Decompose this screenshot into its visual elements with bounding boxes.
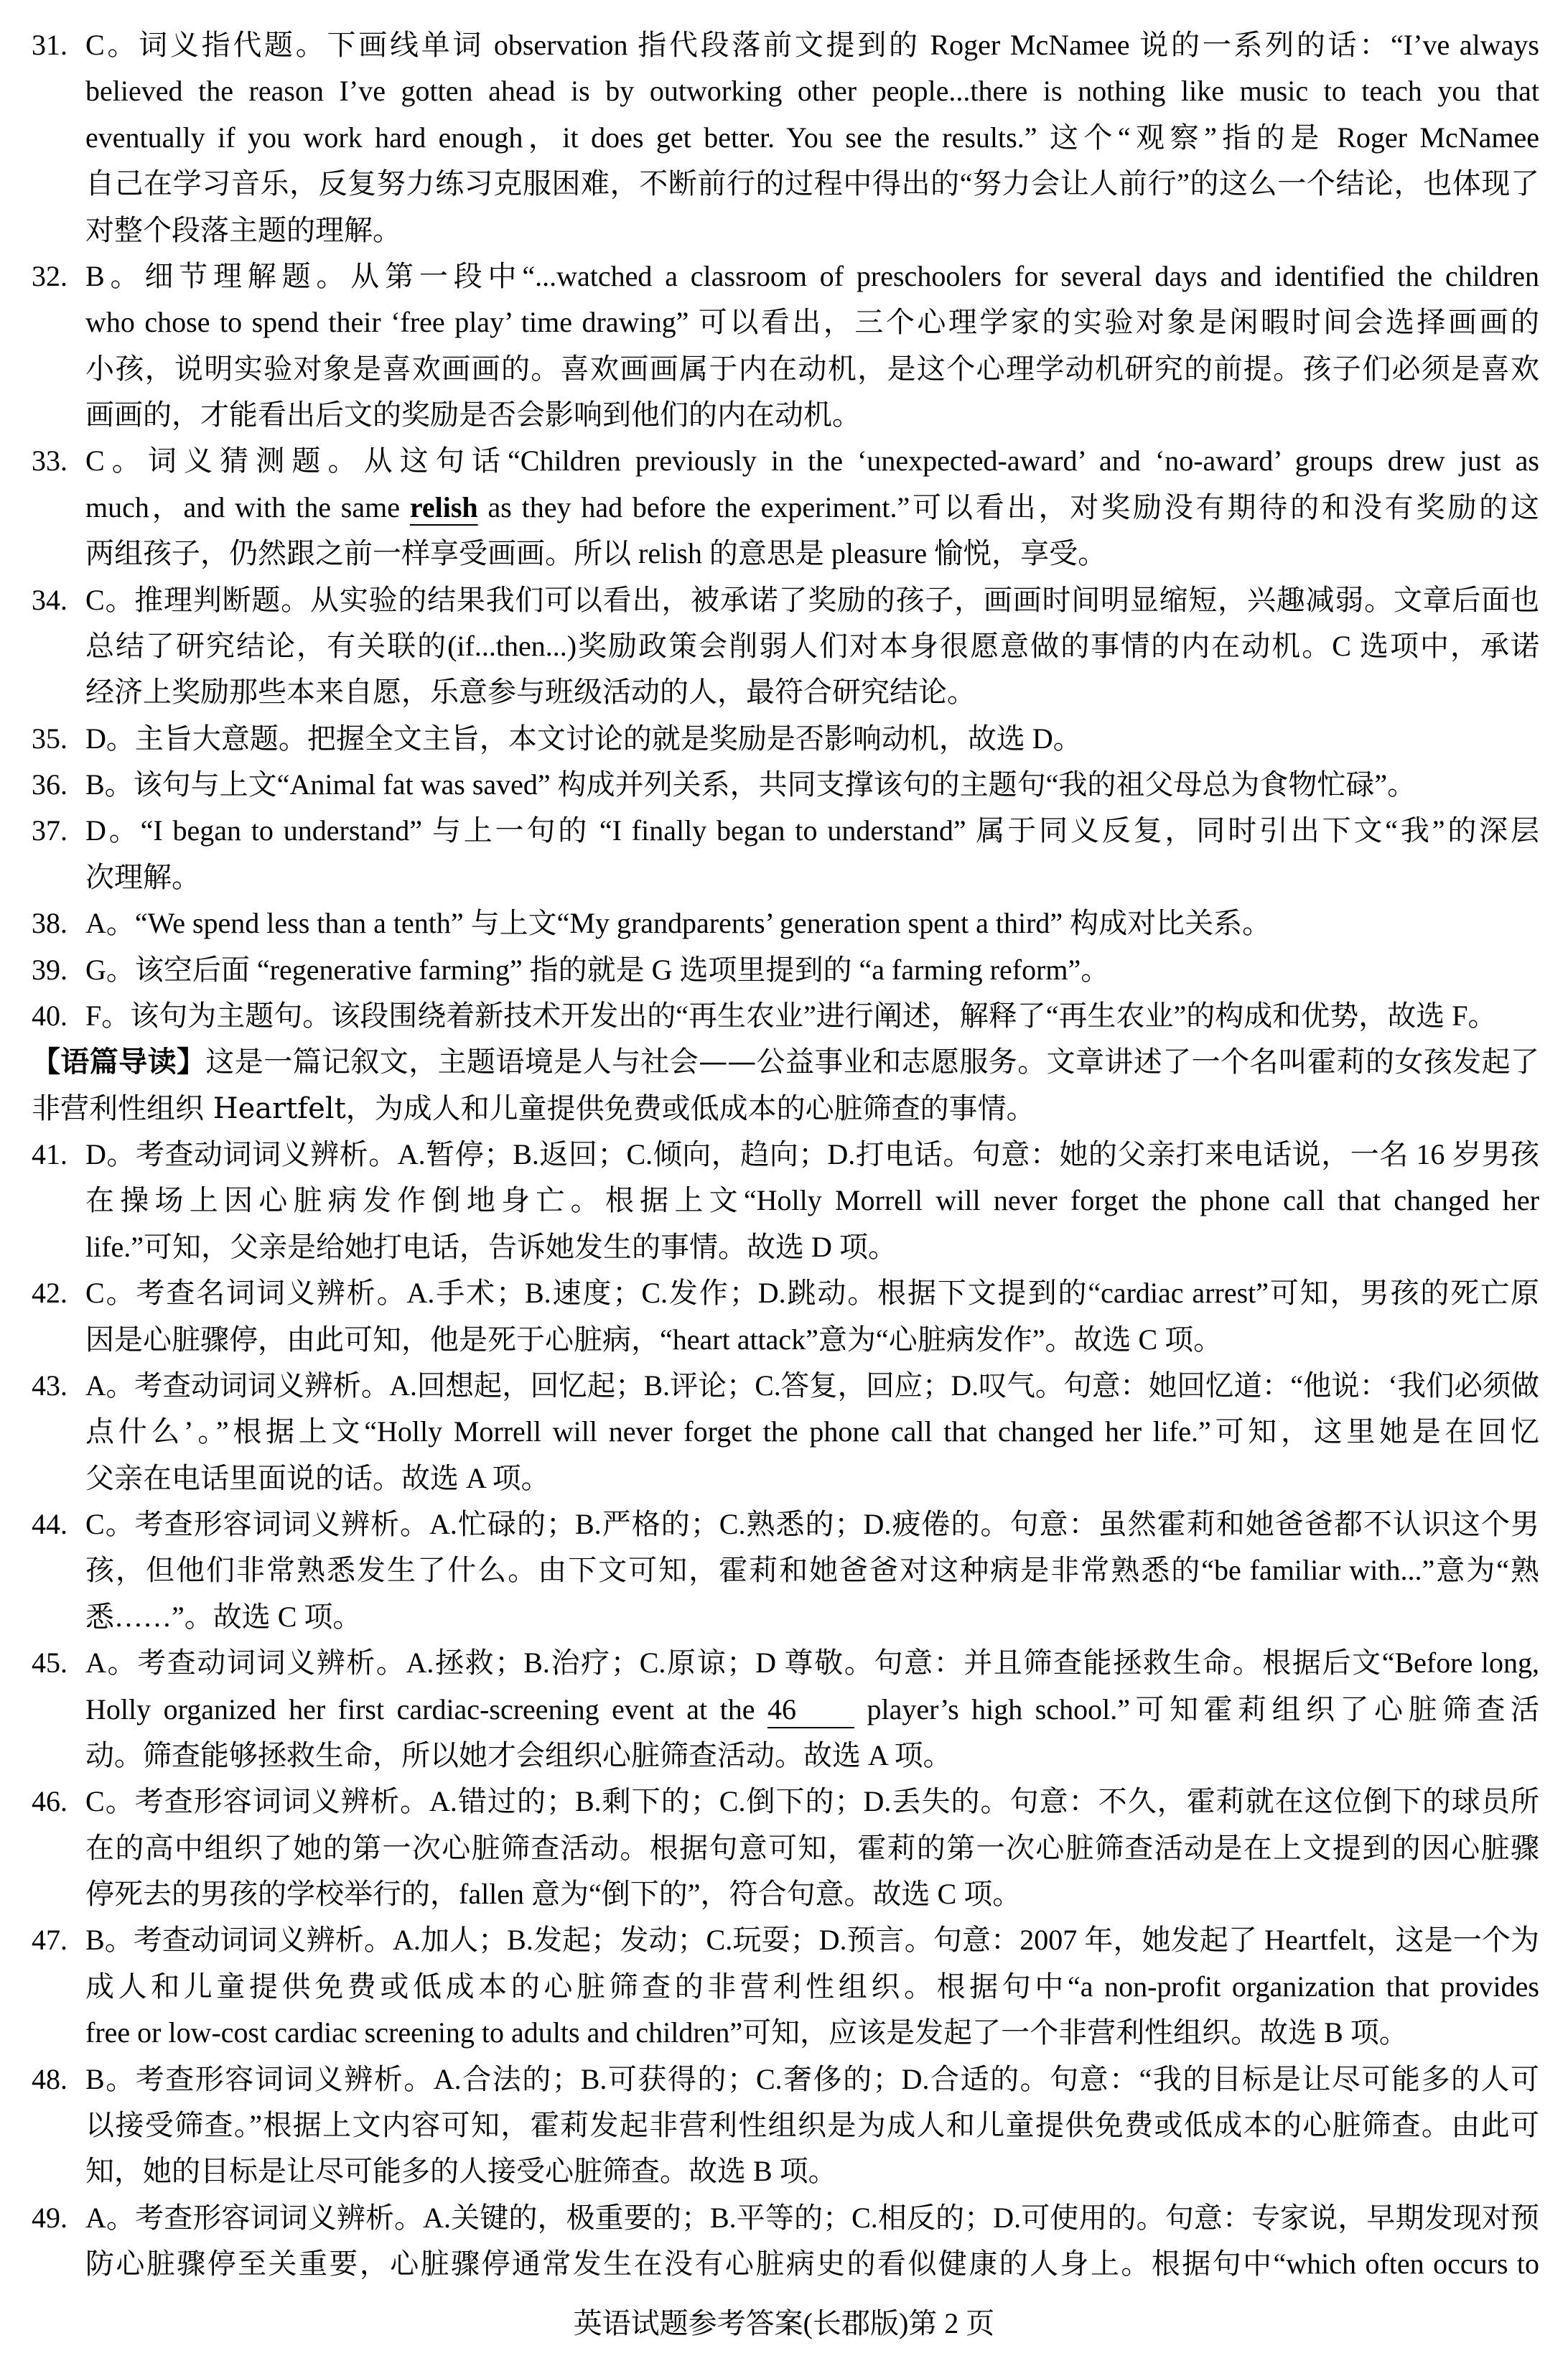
answer-line <box>32 900 1539 946</box>
explanation-line: 画画的，才能看出后文的奖励是否会影响到他们的内在动机。 <box>85 399 861 431</box>
answer-choice: C。 <box>85 1785 135 1818</box>
answer-item-37 <box>32 808 1539 900</box>
question-number: 40. <box>32 999 67 1032</box>
explanation-line: 防心脏骤停至关重要，心脏骤停通常发生在没有心脏病史的看似健康的人身上。根据句中“which often occurs to <box>85 2248 1539 2280</box>
question-number: 33. <box>32 444 67 478</box>
explanation-text: 该句为主题句。该段围绕着新技术开发出的“再生农业”进行阐述，解释了“再生农业”的构成和优势，故选 F。 <box>130 999 1497 1032</box>
explanation-line <box>85 485 1539 531</box>
guide-heading: 【语篇导读】 <box>32 1045 206 1079</box>
explanation-line <box>85 1917 1539 1963</box>
answer-line <box>32 993 1539 1039</box>
answer-choice: C。 <box>85 1508 135 1540</box>
explanation-line: 悉……”。故选 C 项。 <box>85 1600 362 1633</box>
question-number: 37. <box>32 814 67 847</box>
answer-item-42 <box>32 1270 1539 1363</box>
answer-line <box>32 808 1539 854</box>
explanation-line: 以接受筛查。”根据上文内容可知，霍莉发起非营利性组织是为成人和儿童提供免费或低成本的心脏筛查。由此可 <box>85 2108 1539 2141</box>
answer-line <box>32 2057 1539 2102</box>
answer-choice: D。 <box>85 814 141 847</box>
explanation-text: as they had before the experiment.”可以看出，对奖励没有期待的和没有奖励的这 <box>477 490 1539 523</box>
explanation-text: 该句与上文“Animal fat was saved” 构成并列关系，共同支撑该句的主题句“我的祖父母总为食物忙碌”。 <box>133 768 1417 801</box>
explanation-line: 父亲在电话里面说的话。故选 A 项。 <box>85 1461 550 1494</box>
answer-line <box>32 438 1539 484</box>
page-footer: 英语试题参考答案(长郡版)第 2 页 <box>573 2307 995 2339</box>
answer-choice: A。 <box>85 2201 136 2234</box>
explanation-text: 考查动词词义辨析。A.暂停；B.返回；C.倾向，趋向；D.打电话。句意：她的父亲打来电话说，一名 16 岁男孩 <box>135 1138 1539 1170</box>
explanation-text: 推理判断题。从实验的结果我们可以看出，被承诺了奖励的孩子，画画时间明显缩短，兴趣减弱。文章后面也 <box>134 583 1539 616</box>
explanation-line <box>85 22 1539 68</box>
question-number: 36. <box>32 768 67 801</box>
explanation-line: 孩，但他们非常熟悉发生了什么。由下文可知，霍莉和她爸爸对这种病是非常熟悉的“be familiar with...”意为“熟 <box>85 1554 1539 1587</box>
answer-item-49 <box>32 2195 1539 2288</box>
question-number: 46. <box>32 1785 67 1818</box>
explanation-line <box>85 577 1539 623</box>
explanation-line <box>85 993 1539 1039</box>
answer-line <box>32 1779 1539 1825</box>
question-number: 32. <box>32 259 67 292</box>
answer-choice: B。 <box>85 259 145 292</box>
explanation-text: 考查名词词义辨析。A.手术；B.速度；C.发作；D.跳动。根据下文提到的“cardiac arrest”可知，男孩的死亡原 <box>136 1277 1540 1310</box>
answer-line <box>32 1363 1540 1409</box>
answer-line <box>32 1132 1539 1178</box>
explanation-text: 考查形容词词义辨析。A.忙碌的；B.严格的；C.熟悉的；D.疲倦的。句意：虽然霍莉和她爸爸都不认识这个男 <box>134 1508 1539 1540</box>
explanation-line: 成人和儿童提供免费或低成本的心脏筛查的非营利性组织。根据句中“a non-profit organization that provides <box>85 1970 1539 2003</box>
answer-item-47 <box>32 1917 1539 2056</box>
explanation-text: “We spend less than a tenth” 与上文“My grandparents’ generation spent a third” 构成对比关系。 <box>134 907 1271 940</box>
answer-item-41 <box>32 1132 1539 1270</box>
explanation-text: 考查动词词义辨析。A.回想起，回忆起；B.评论；C.答复，回应；D.叹气。句意：她回忆道：“他说：‘我们必须做 <box>134 1369 1540 1402</box>
question-number: 49. <box>32 2201 67 2234</box>
explanation-text: much，and with the same <box>85 490 410 523</box>
explanation-text: 词义指代题。下画线单词 observation 指代段落前文提到的 Roger McNamee 说的一系列的话：“I’ve always <box>139 29 1539 61</box>
answer-choice: D。 <box>85 1138 136 1170</box>
answer-item-45 <box>32 1640 1539 1779</box>
explanation-line <box>85 1640 1539 1686</box>
question-number: 45. <box>32 1647 67 1680</box>
question-number: 41. <box>32 1138 67 1170</box>
answer-item-39 <box>32 947 1539 993</box>
explanation-line <box>85 808 1539 854</box>
answer-choice: D。 <box>85 722 135 755</box>
explanation-text: 考查形容词词义辨析。A.合法的；B.可获得的；C.奢侈的；D.合适的。句意：“我的目标是让尽可能多的人可 <box>135 2062 1539 2095</box>
explanation-text: “I began to understand” 与上一句的 “I finally began to understand” 属于同义反复，同时引出下文“我”的深层 <box>140 814 1539 847</box>
answer-item-32 <box>32 253 1539 439</box>
explanation-line: free or low-cost cardiac screening to adults and children”可知，应该是发起了一个非营利性组织。故选 B 项。 <box>85 2016 1408 2049</box>
blank-number-46: 46 <box>767 1695 854 1728</box>
answer-item-33 <box>32 438 1539 577</box>
explanation-line <box>85 900 1539 946</box>
explanation-line <box>85 2057 1539 2102</box>
explanation-line: 在的高中组织了她的第一次心脏筛查活动。根据句意可知，霍莉的第一次心脏筛查活动是在上文提到的因心脏骤 <box>85 1831 1539 1864</box>
explanation-line: eventually if you work hard enough，it does get better. You see the results.” 这个“观察”指的是 Roger McNamee <box>85 121 1539 154</box>
answer-line <box>32 2195 1539 2241</box>
explanation-line <box>85 1270 1539 1316</box>
explanation-line <box>85 1779 1539 1825</box>
explanation-text: 考查形容词词义辨析。A.关键的，极重要的；B.平等的；C.相反的；D.可使用的。句意：专家说，早期发现对预 <box>135 2201 1539 2234</box>
explanation-line: 对整个段落主题的理解。 <box>85 213 401 246</box>
explanation-line <box>85 947 1539 993</box>
underlined-keyword: relish <box>409 490 478 523</box>
answer-line <box>32 253 1539 299</box>
answer-choice: C。 <box>85 444 148 478</box>
explanation-text: 考查动词词义辨析。A.加人；B.发起；发动；C.玩耍；D.预言。句意：2007 年，她发起了 Heartfelt，这是一个为 <box>133 1924 1539 1957</box>
explanation-line: 动。筛查能够拯救生命，所以她才会组织心脏筛查活动。故选 A 项。 <box>85 1738 952 1771</box>
passage-guide <box>32 1039 1539 1132</box>
explanation-line: 因是心脏骤停，由此可知，他是死于心脏病，“heart attack”意为“心脏病发作”。故选 C 项。 <box>85 1323 1223 1356</box>
answer-item-38 <box>32 900 1539 946</box>
answer-line <box>32 1917 1539 1963</box>
explanation-text: 主旨大意题。把握全文主旨，本文讨论的就是奖励是否影响动机，故选 D。 <box>134 722 1082 755</box>
answer-line <box>32 762 1539 808</box>
explanation-text: 考查动词词义辨析。A.拯救；B.治疗；C.原谅；D 尊敬。句意：并且筛查能拯救生命。根据后文“Before long, <box>137 1647 1539 1680</box>
answer-choice: F。 <box>85 999 131 1032</box>
explanation-line: life.”可知，父亲是给她打电话，告诉她发生的事情。故选 D 项。 <box>85 1230 897 1263</box>
answer-line <box>32 716 1539 762</box>
explanation-line: 经济上奖励那些本来自愿，乐意参与班级活动的人，最符合研究结论。 <box>85 676 976 709</box>
explanation-text: player’s high school.”可知霍莉组织了心脏筛查活 <box>854 1692 1540 1725</box>
explanation-line: 停死去的男孩的学校举行的，fallen 意为“倒下的”，符合句意。故选 C 项。 <box>85 1878 1022 1910</box>
answer-line <box>32 947 1539 993</box>
guide-line: 非营利性组织 Heartfelt，为成人和儿童提供免费或低成本的心脏筛查的事情。 <box>32 1091 1035 1125</box>
answer-choice: B。 <box>85 2062 136 2095</box>
question-number: 44. <box>32 1508 67 1540</box>
answer-item-43 <box>32 1363 1539 1501</box>
explanation-line: 总结了研究结论，有关联的(if...then...)奖励政策会削弱人们对本身很愿意做的事情的内在动机。C 选项中，承诺 <box>85 629 1539 662</box>
explanation-line <box>85 762 1539 808</box>
answer-item-31 <box>32 22 1539 253</box>
answer-choice: A。 <box>85 1369 135 1402</box>
explanation-line <box>85 1132 1539 1178</box>
answer-choice: C。 <box>85 583 135 616</box>
explanation-line: 小孩，说明实验对象是喜欢画画的。喜欢画画属于内在动机，是这个心理学动机研究的前提。孩子们必须是喜欢 <box>85 352 1539 385</box>
explanation-line <box>85 253 1539 299</box>
explanation-line: 在操场上因心脏病发作倒地身亡。根据上文“Holly Morrell will never forget the phone call that changed her <box>85 1184 1539 1217</box>
answer-line <box>32 1270 1540 1316</box>
answer-key-page <box>32 22 1539 2287</box>
explanation-line <box>85 1687 1539 1733</box>
question-number: 39. <box>32 953 67 986</box>
answer-choice: B。 <box>85 768 134 801</box>
explanation-line: believed the reason I’ve gotten ahead is by outworking other people...there is nothing like music to teach you that <box>85 75 1539 108</box>
explanation-text: 词义猜测题。从这句话“Children previously in the ‘unexpected-award’ and ‘no-award’ groups drew just as <box>147 444 1539 478</box>
answer-item-48 <box>32 2057 1539 2195</box>
explanation-line: who chose to spend their ‘free play’ time drawing” 可以看出，三个心理学家的实验对象是闲暇时间会选择画画的 <box>85 306 1539 339</box>
question-number: 42. <box>32 1277 67 1310</box>
answer-choice: A。 <box>85 1647 138 1680</box>
answer-line <box>32 1501 1539 1547</box>
explanation-line: 次理解。 <box>85 860 200 893</box>
explanation-line: 点什么’。”根据上文“Holly Morrell will never forget the phone call that changed her life.”可知，这里她是在回忆 <box>85 1415 1539 1448</box>
explanation-line <box>85 2195 1539 2241</box>
answer-item-46 <box>32 1779 1539 1917</box>
question-number: 48. <box>32 2062 67 2095</box>
answer-item-44 <box>32 1501 1539 1640</box>
answer-choice: C。 <box>85 29 139 61</box>
answer-choice: C。 <box>85 1277 136 1310</box>
answer-item-34 <box>32 577 1539 716</box>
answer-choice: G。 <box>85 953 135 986</box>
question-number: 34. <box>32 583 67 616</box>
answer-line <box>32 22 1539 68</box>
answer-line <box>32 577 1539 623</box>
answer-choice: A。 <box>85 907 135 940</box>
question-number: 38. <box>32 907 67 940</box>
answer-item-35 <box>32 716 1539 762</box>
explanation-line: 两组孩子，仍然跟之前一样享受画画。所以 relish 的意思是 pleasure 愉悦，享受。 <box>85 537 1107 570</box>
explanation-text: 考查形容词词义辨析。A.错过的；B.剩下的；C.倒下的；D.丢失的。句意：不久，霍莉就在这位倒下的球员所 <box>134 1785 1539 1818</box>
question-number: 47. <box>32 1924 67 1957</box>
explanation-text: Holly organized her first cardiac-screening event at the <box>85 1692 768 1725</box>
explanation-line <box>85 716 1539 762</box>
answer-choice: B。 <box>85 1924 134 1957</box>
explanation-line: 自己在学习音乐，反复努力练习克服困难，不断前行的过程中得出的“努力会让人前行”的这么一个结论，也体现了 <box>85 167 1539 200</box>
explanation-text: 细节理解题。从第一段中“...watched a classroom of preschoolers for several days and identified the children <box>144 259 1539 292</box>
explanation-line: 知，她的目标是让尽可能多的人接受心脏筛查。故选 B 项。 <box>85 2155 837 2188</box>
question-number: 31. <box>32 29 67 61</box>
explanation-line <box>85 1363 1539 1409</box>
guide-text: 这是一篇记叙文，主题语境是人与社会——公益事业和志愿服务。文章讲述了一个名叫霍莉的女孩发起了 <box>205 1045 1540 1079</box>
question-number: 43. <box>32 1369 67 1402</box>
explanation-line <box>85 1501 1539 1547</box>
explanation-text: 该空后面 “regenerative farming” 指的就是 G 选项里提到的 “a farming reform”。 <box>134 953 1110 986</box>
answer-item-40 <box>32 993 1539 1039</box>
explanation-line <box>85 438 1539 484</box>
answer-item-36 <box>32 762 1539 808</box>
question-number: 35. <box>32 722 67 755</box>
answer-line <box>32 1640 1539 1686</box>
guide-line <box>32 1039 1539 1085</box>
